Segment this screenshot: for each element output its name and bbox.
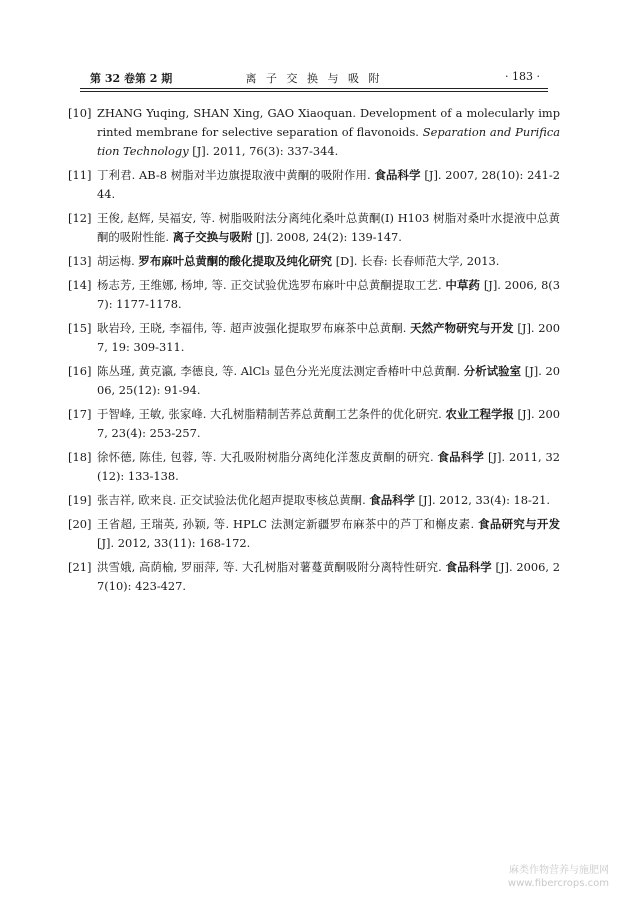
- reference-source: 离子交换与吸附: [172, 230, 253, 244]
- reference-citation: [J]. 2011, 76(3): 337-344.: [188, 144, 339, 158]
- reference-source: 农业工程学报: [445, 407, 514, 421]
- reference-citation: [J]. 2012, 33(11): 168-172.: [97, 536, 251, 550]
- reference-source: 食品研究与开发: [478, 517, 560, 531]
- reference-source: 罗布麻叶总黄酮的酸化提取及纯化研究: [138, 254, 333, 268]
- reference-source: 中草药: [445, 278, 481, 292]
- reference-text: [68, 491, 560, 510]
- reference-number: [10]: [68, 106, 92, 120]
- reference-citation: [J]. 2007, 19: 309-311.: [97, 321, 560, 354]
- reference-item: [68, 276, 560, 314]
- reference-text: [68, 515, 560, 553]
- reference-number: [14]: [68, 278, 92, 292]
- reference-citation: [J]. 2008, 24(2): 139-147.: [252, 230, 402, 244]
- reference-item: [68, 209, 560, 247]
- reference-text: [68, 252, 560, 271]
- reference-item: [68, 362, 560, 400]
- reference-authors-title: 于智峰, 王敏, 张家峰. 大孔树脂精制苦荞总黄酮工艺条件的优化研究.: [97, 407, 446, 421]
- reference-citation: [J]. 2012, 33(4): 18-21.: [414, 493, 550, 507]
- reference-item: [68, 104, 560, 161]
- reference-number: [17]: [68, 407, 92, 421]
- reference-source: 食品科学: [369, 493, 415, 507]
- reference-text: [68, 448, 560, 486]
- page-number: · 183 ·: [505, 70, 540, 83]
- reference-text: [68, 362, 560, 400]
- watermark-url: www.fibercrops.com: [507, 878, 609, 889]
- reference-text: [68, 276, 560, 314]
- reference-text: [68, 166, 560, 204]
- reference-authors-title: 张吉祥, 欧来良. 正交试验法优化超声提取枣核总黄酮.: [97, 493, 370, 507]
- header-rule-top: [80, 88, 548, 89]
- reference-source: 食品科学: [437, 450, 485, 464]
- volume-issue: 第 32 卷第 2 期: [90, 72, 173, 85]
- reference-item: [68, 491, 560, 510]
- reference-item: [68, 252, 560, 271]
- reference-list: [68, 104, 560, 601]
- reference-citation: [J]. 2007, 28(10): 241-244.: [97, 168, 561, 201]
- watermark-name: 麻类作物营养与施肥网: [509, 865, 609, 876]
- reference-text: [68, 319, 560, 357]
- reference-number: [20]: [68, 517, 92, 531]
- reference-source: 分析试验室: [463, 364, 522, 378]
- reference-text: [68, 405, 560, 443]
- reference-authors-title: 胡运梅.: [97, 254, 139, 268]
- reference-text: [68, 558, 560, 596]
- reference-item: [68, 405, 560, 443]
- reference-authors-title: ZHANG Yuqing, SHAN Xing, GAO Xiaoquan. Development of a molecularly imprinted membrane for selective separation of flavonoids.: [97, 106, 560, 139]
- reference-source: 食品科学: [445, 560, 492, 574]
- running-header: [80, 66, 548, 88]
- reference-authors-title: 陈丛瑾, 黄克瀛, 李德良, 等. AlCl₃ 显色分光光度法测定香椿叶中总黄酮.: [97, 364, 464, 378]
- reference-authors-title: 王省超, 王瑞英, 孙颖, 等. HPLC 法测定新疆罗布麻茶中的芦丁和槲皮素.: [97, 517, 479, 531]
- reference-item: [68, 319, 560, 357]
- reference-citation: [D]. 长春: 长春师范大学, 2013.: [332, 254, 500, 268]
- header-rule-bottom: [80, 91, 548, 92]
- reference-item: [68, 515, 560, 553]
- reference-source: 天然产物研究与开发: [410, 321, 514, 335]
- reference-number: [12]: [68, 211, 92, 225]
- reference-authors-title: 丁利君. AB-8 树脂对半边旗提取液中黄酮的吸附作用.: [97, 168, 375, 182]
- reference-source: 食品科学: [374, 168, 421, 182]
- reference-number: [13]: [68, 254, 92, 268]
- reference-citation: [J]. 2006, 27(10): 423-427.: [97, 560, 560, 593]
- reference-text: [68, 104, 560, 161]
- reference-item: [68, 448, 560, 486]
- journal-title: 离 子 交 换 与 吸 附: [245, 72, 383, 85]
- reference-authors-title: 洪雪娥, 高荫榆, 罗丽萍, 等. 大孔树脂对薯蔓黄酮吸附分离特性研究.: [97, 560, 446, 574]
- reference-citation: [J]. 2006, 25(12): 91-94.: [97, 364, 560, 397]
- reference-number: [19]: [68, 493, 92, 507]
- reference-authors-title: 徐怀德, 陈佳, 包蓉, 等. 大孔吸附树脂分离纯化洋葱皮黄酮的研究.: [97, 450, 438, 464]
- reference-citation: [J]. 2011, 32(12): 133-138.: [97, 450, 560, 483]
- reference-number: [18]: [68, 450, 92, 464]
- reference-authors-title: 杨志芳, 王维娜, 杨坤, 等. 正交试验优选罗布麻叶中总黄酮提取工艺.: [97, 278, 446, 292]
- watermark: [449, 864, 609, 890]
- reference-number: [15]: [68, 321, 92, 335]
- reference-source: Separation and Purification Technology: [97, 125, 561, 158]
- reference-number: [11]: [68, 168, 92, 182]
- reference-item: [68, 166, 560, 204]
- reference-text: [68, 209, 560, 247]
- reference-citation: [J]. 2007, 23(4): 253-257.: [97, 407, 560, 440]
- reference-number: [21]: [68, 560, 92, 574]
- reference-authors-title: 王俊, 赵辉, 吴福安, 等. 树脂吸附法分离纯化桑叶总黄酮(I) H103 树脂对桑叶水提液中总黄酮的吸附性能.: [97, 211, 560, 244]
- reference-item: [68, 558, 560, 596]
- reference-authors-title: 耿岩玲, 王晓, 李福伟, 等. 超声波强化提取罗布麻茶中总黄酮.: [97, 321, 411, 335]
- reference-number: [16]: [68, 364, 92, 378]
- reference-citation: [J]. 2006, 8(37): 1177-1178.: [97, 278, 561, 311]
